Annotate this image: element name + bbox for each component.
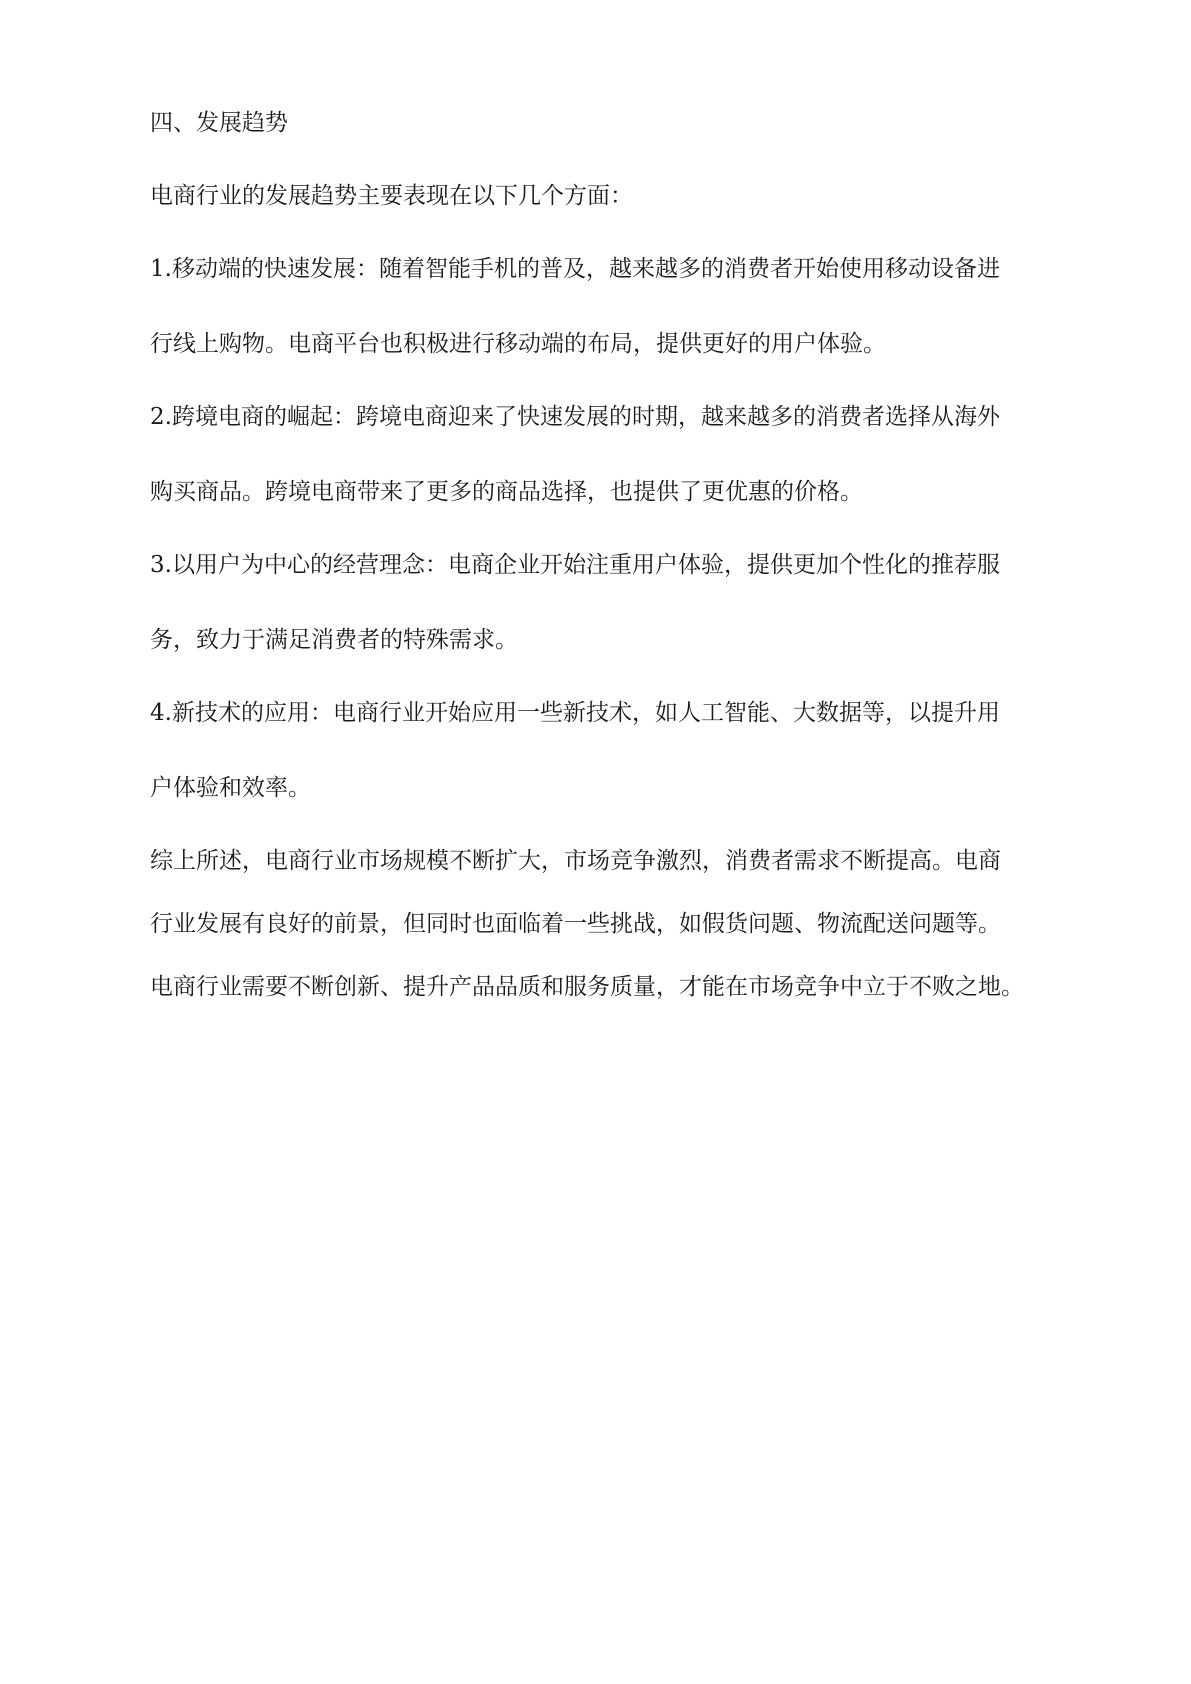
paragraph-line: 行业发展有良好的前景，但同时也面临着一些挑战，如假货问题、物流配送问题等。 <box>150 911 1001 937</box>
paragraph-line: 2.跨境电商的崛起：跨境电商迎来了快速发展的时期，越来越多的消费者选择从海外 <box>150 404 1000 430</box>
paragraph-line: 行线上购物。电商平台也积极进行移动端的布局，提供更好的用户体验。 <box>150 331 886 357</box>
paragraph-line: 购买商品。跨境电商带来了更多的商品选择，也提供了更优惠的价格。 <box>150 479 863 505</box>
trend-item-2 <box>150 402 1050 507</box>
section-heading: 四、发展趋势 <box>150 110 288 136</box>
paragraph-line: 综上所述，电商行业市场规模不断扩大，市场竞争激烈，消费者需求不断提高。电商 <box>150 848 1001 874</box>
paragraph-line: 户体验和效率。 <box>150 775 311 801</box>
intro-paragraph: 电商行业的发展趋势主要表现在以下几个方面： <box>150 183 633 209</box>
paragraph-line: 4.新技术的应用：电商行业开始应用一些新技术，如人工智能、大数据等，以提升用 <box>150 700 1000 726</box>
trend-item-4 <box>150 698 1050 803</box>
conclusion-paragraph <box>150 846 1050 1002</box>
paragraph-line: 1.移动端的快速发展：随着智能手机的普及，越来越多的消费者开始使用移动设备进 <box>150 256 1000 282</box>
paragraph-line: 务，致力于满足消费者的特殊需求。 <box>150 627 518 653</box>
trend-item-3 <box>150 550 1050 655</box>
trend-item-1 <box>150 254 1050 359</box>
paragraph-line: 3.以用户为中心的经营理念：电商企业开始注重用户体验，提供更加个性化的推荐服 <box>150 552 1000 578</box>
paragraph-line: 电商行业需要不断创新、提升产品品质和服务质量，才能在市场竞争中立于不败之地。 <box>150 974 1024 1000</box>
document-body <box>150 108 1050 1002</box>
